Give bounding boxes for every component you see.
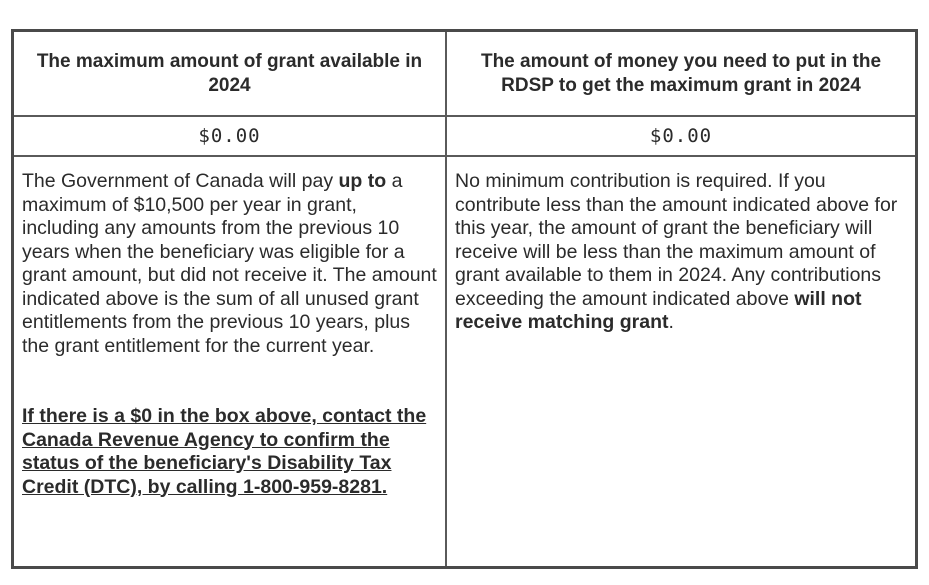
- required-contribution-amount-cell: [447, 117, 915, 155]
- grant-explanation-emphasis: up to: [338, 170, 387, 192]
- max-grant-explanation: [14, 157, 447, 566]
- max-grant-header: The maximum amount of grant available in 2024: [36, 50, 423, 96]
- cra-contact-note: If there is a $0 in the box above, contact the Canada Revenue Agency to confirm the status of the beneficiary's Disability Tax Credit (DTC), by calling 1-800-959-8281.: [22, 405, 427, 498]
- max-grant-amount: $0.00: [198, 125, 261, 147]
- explanation-row: [14, 157, 915, 566]
- amount-row: [14, 117, 915, 157]
- paragraph-spacer: [22, 358, 439, 405]
- required-contribution-header: The amount of money you need to put in the RDSP to get the maximum grant in 2024: [480, 50, 882, 96]
- grant-info-table: [11, 29, 918, 569]
- max-grant-header-cell: [14, 32, 447, 115]
- max-grant-amount-cell: [14, 117, 447, 155]
- required-contribution-amount: $0.00: [649, 125, 713, 147]
- required-contribution-header-cell: [447, 32, 915, 115]
- contribution-text-end: .: [668, 311, 674, 333]
- contribution-emphasis: will not receive matching grant: [455, 287, 862, 333]
- grant-explanation-text-start: The Government of Canada will pay: [22, 170, 339, 192]
- contribution-text-start: No minimum contribution is required. If you contribute less than the amount indicated above for this year, the amount of grant the beneficiary will receive will be less than the maximum amount of grant available to them in 2024. Any contributions exceeding the amount indicated above: [455, 170, 898, 310]
- contribution-explanation: [447, 157, 915, 566]
- grant-explanation-text-end: a maximum of $10,500 per year in grant, including any amounts from the previous 10 years when the beneficiary was eligible for a grant amount, but did not receive it. The amount indicated above is the sum of all unused grant entitlements from the previous 10 years, plus the grant entitlement for the current year.: [22, 170, 437, 357]
- grant-explanation-paragraph: [22, 170, 439, 358]
- header-row: [14, 32, 915, 117]
- contribution-explanation-paragraph: [455, 170, 909, 335]
